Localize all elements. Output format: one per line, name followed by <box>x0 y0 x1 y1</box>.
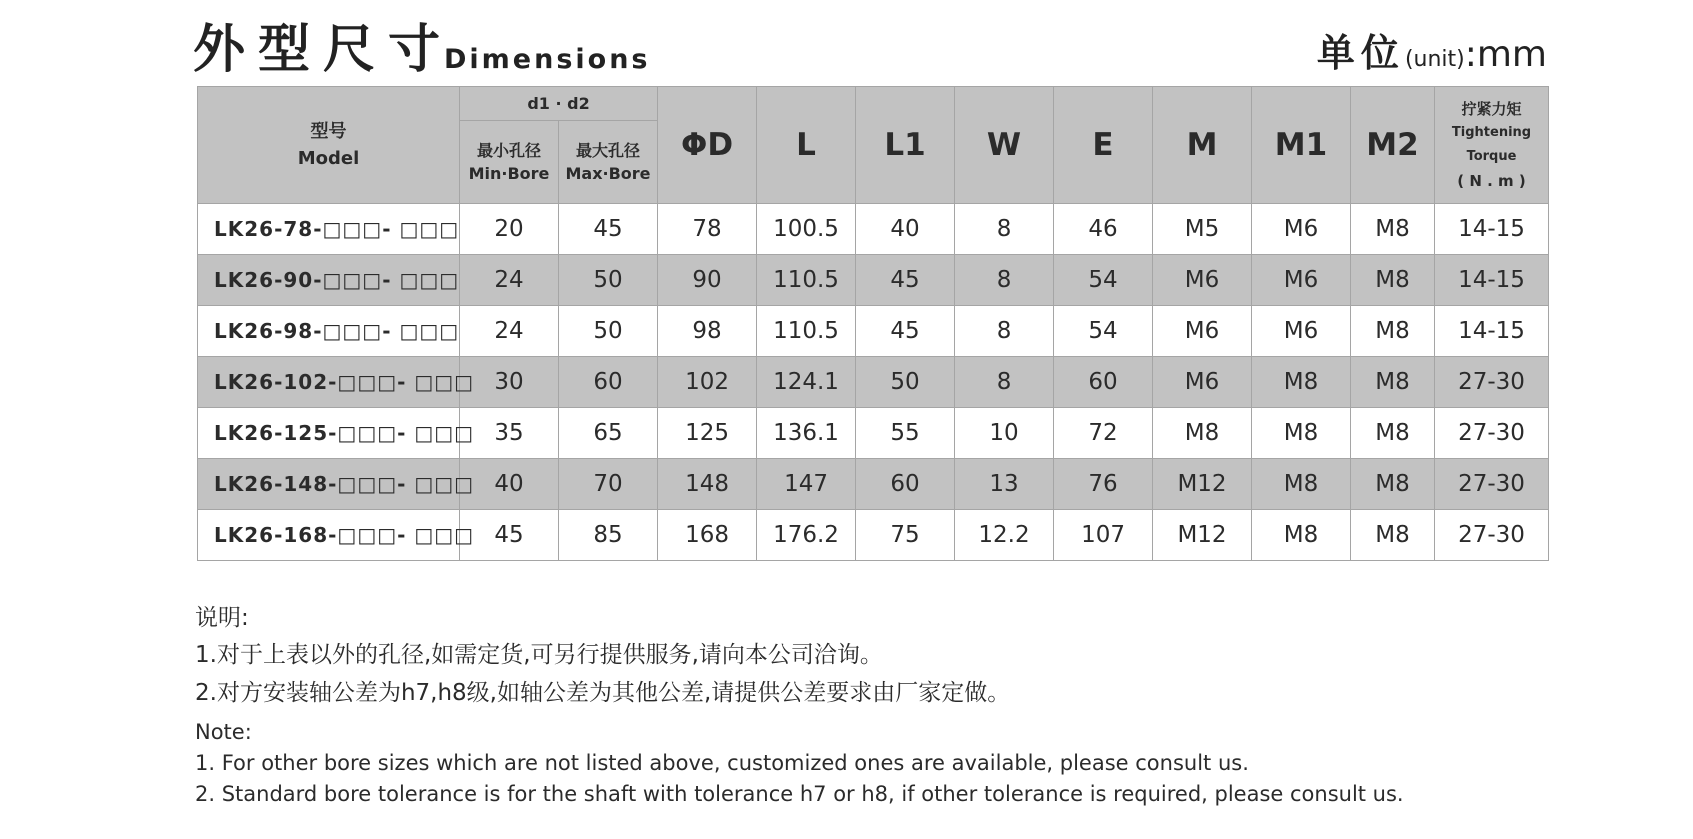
table-row <box>198 459 1549 510</box>
cell-torque: 14-15 <box>1435 306 1549 357</box>
cell-m: M6 <box>1153 306 1252 357</box>
cell-torque: 27-30 <box>1435 357 1549 408</box>
cell-l1: 60 <box>856 459 955 510</box>
table-row <box>198 204 1549 255</box>
notes-cn-title: 说明: <box>195 605 249 631</box>
cell-l1: 40 <box>856 204 955 255</box>
header-l: L <box>757 87 856 204</box>
unit-label-en: (unit) <box>1404 47 1465 72</box>
cell-min-bore: 30 <box>460 357 559 408</box>
cell-e: 107 <box>1054 510 1153 561</box>
cell-m1: M6 <box>1252 204 1351 255</box>
cell-phi-d: 125 <box>658 408 757 459</box>
table-body <box>198 204 1549 561</box>
cell-phi-d: 168 <box>658 510 757 561</box>
notes-cn-item: 1.对于上表以外的孔径,如需定货,可另行提供服务,请向本公司洽询。 <box>195 642 883 668</box>
cell-m1: M8 <box>1252 510 1351 561</box>
cell-l: 110.5 <box>757 255 856 306</box>
table-row <box>198 255 1549 306</box>
notes-en-item: 1. For other bore sizes which are not listed above, customized ones are available, please consult us. <box>195 751 1249 775</box>
header-max-bore-cn: 最大孔径 <box>576 141 641 160</box>
cell-m2: M8 <box>1351 255 1435 306</box>
cell-max-bore: 85 <box>559 510 658 561</box>
cell-w: 10 <box>955 408 1054 459</box>
cell-min-bore: 24 <box>460 306 559 357</box>
cell-e: 72 <box>1054 408 1153 459</box>
cell-torque: 14-15 <box>1435 204 1549 255</box>
cell-l1: 55 <box>856 408 955 459</box>
cell-m2: M8 <box>1351 510 1435 561</box>
cell-w: 12.2 <box>955 510 1054 561</box>
cell-max-bore: 50 <box>559 255 658 306</box>
cell-torque: 27-30 <box>1435 459 1549 510</box>
header-d1-d2: d1 · d2 <box>460 87 658 121</box>
table-row <box>198 408 1549 459</box>
header-w: W <box>955 87 1054 204</box>
cell-m2: M8 <box>1351 204 1435 255</box>
cell-w: 8 <box>955 306 1054 357</box>
cell-m1: M6 <box>1252 255 1351 306</box>
header-min-bore-cn: 最小孔径 <box>476 141 541 160</box>
header-m1: M1 <box>1252 87 1351 204</box>
cell-e: 54 <box>1054 255 1153 306</box>
header-torque-en: Tightening Torque <box>1451 125 1532 164</box>
cell-phi-d: 78 <box>658 204 757 255</box>
header-l1: L1 <box>856 87 955 204</box>
header-max-bore <box>559 121 658 204</box>
cell-torque: 27-30 <box>1435 408 1549 459</box>
cell-model: LK26-102-□□□- □□□ <box>198 357 460 408</box>
cell-m2: M8 <box>1351 459 1435 510</box>
cell-min-bore: 35 <box>460 408 559 459</box>
header-torque <box>1435 87 1549 204</box>
cell-l: 147 <box>757 459 856 510</box>
cell-m: M12 <box>1153 459 1252 510</box>
cell-max-bore: 50 <box>559 306 658 357</box>
cell-w: 13 <box>955 459 1054 510</box>
cell-phi-d: 148 <box>658 459 757 510</box>
cell-l: 176.2 <box>757 510 856 561</box>
header-min-bore-en: Min·Bore <box>468 164 550 183</box>
cell-l1: 45 <box>856 306 955 357</box>
cell-m: M12 <box>1153 510 1252 561</box>
cell-e: 60 <box>1054 357 1153 408</box>
cell-phi-d: 102 <box>658 357 757 408</box>
header-model-cn: 型号 <box>310 121 347 142</box>
header-model-en: Model <box>297 148 360 169</box>
header-e: E <box>1054 87 1153 204</box>
cell-m2: M8 <box>1351 408 1435 459</box>
table-row <box>198 510 1549 561</box>
cell-e: 54 <box>1054 306 1153 357</box>
cell-max-bore: 60 <box>559 357 658 408</box>
cell-m2: M8 <box>1351 306 1435 357</box>
cell-model: LK26-90-□□□- □□□ <box>198 255 460 306</box>
page-title-cn: 外型尺寸 <box>193 20 454 80</box>
cell-m2: M8 <box>1351 357 1435 408</box>
cell-w: 8 <box>955 204 1054 255</box>
header-model <box>198 87 460 204</box>
cell-max-bore: 65 <box>559 408 658 459</box>
header-m2: M2 <box>1351 87 1435 204</box>
unit-label-cn: 单位 <box>1316 31 1405 75</box>
cell-m1: M8 <box>1252 357 1351 408</box>
unit-value: :mm <box>1464 34 1547 75</box>
header-min-bore <box>460 121 559 204</box>
header-max-bore-en: Max·Bore <box>565 164 651 183</box>
cell-w: 8 <box>955 255 1054 306</box>
cell-phi-d: 90 <box>658 255 757 306</box>
cell-m: M8 <box>1153 408 1252 459</box>
cell-m1: M8 <box>1252 459 1351 510</box>
cell-e: 46 <box>1054 204 1153 255</box>
notes-cn-item: 2.对方安装轴公差为h7,h8级,如轴公差为其他公差,请提供公差要求由厂家定做。 <box>195 680 1011 706</box>
notes-en-title: Note: <box>195 720 252 744</box>
cell-m1: M8 <box>1252 408 1351 459</box>
notes-en-item: 2. Standard bore tolerance is for the shaft with tolerance h7 or h8, if other tolerance is required, please consult us. <box>195 782 1404 806</box>
table-row <box>198 306 1549 357</box>
page-title-en: Dimensions <box>444 44 651 75</box>
cell-l: 136.1 <box>757 408 856 459</box>
cell-model: LK26-78-□□□- □□□ <box>198 204 460 255</box>
cell-m: M6 <box>1153 357 1252 408</box>
cell-model: LK26-125-□□□- □□□ <box>198 408 460 459</box>
cell-m: M5 <box>1153 204 1252 255</box>
cell-l: 124.1 <box>757 357 856 408</box>
header-m: M <box>1153 87 1252 204</box>
cell-l: 110.5 <box>757 306 856 357</box>
dimensions-table <box>197 86 1549 561</box>
cell-max-bore: 45 <box>559 204 658 255</box>
table-row <box>198 357 1549 408</box>
header-torque-cn: 拧紧力矩 <box>1461 100 1522 118</box>
cell-m: M6 <box>1153 255 1252 306</box>
cell-model: LK26-98-□□□- □□□ <box>198 306 460 357</box>
cell-min-bore: 20 <box>460 204 559 255</box>
cell-min-bore: 24 <box>460 255 559 306</box>
cell-w: 8 <box>955 357 1054 408</box>
cell-e: 76 <box>1054 459 1153 510</box>
cell-torque: 14-15 <box>1435 255 1549 306</box>
cell-torque: 27-30 <box>1435 510 1549 561</box>
cell-l1: 75 <box>856 510 955 561</box>
cell-m1: M6 <box>1252 306 1351 357</box>
unit-label <box>1317 26 1547 88</box>
cell-phi-d: 98 <box>658 306 757 357</box>
cell-l1: 50 <box>856 357 955 408</box>
cell-model: LK26-168-□□□- □□□ <box>198 510 460 561</box>
table-header <box>198 87 1549 204</box>
cell-model: LK26-148-□□□- □□□ <box>198 459 460 510</box>
cell-l: 100.5 <box>757 204 856 255</box>
notes-section <box>195 600 1595 810</box>
header-phi-d: ΦD <box>658 87 757 204</box>
header-torque-unit: ( N . m ) <box>1457 172 1526 190</box>
cell-l1: 45 <box>856 255 955 306</box>
cell-min-bore: 40 <box>460 459 559 510</box>
cell-min-bore: 45 <box>460 510 559 561</box>
cell-max-bore: 70 <box>559 459 658 510</box>
